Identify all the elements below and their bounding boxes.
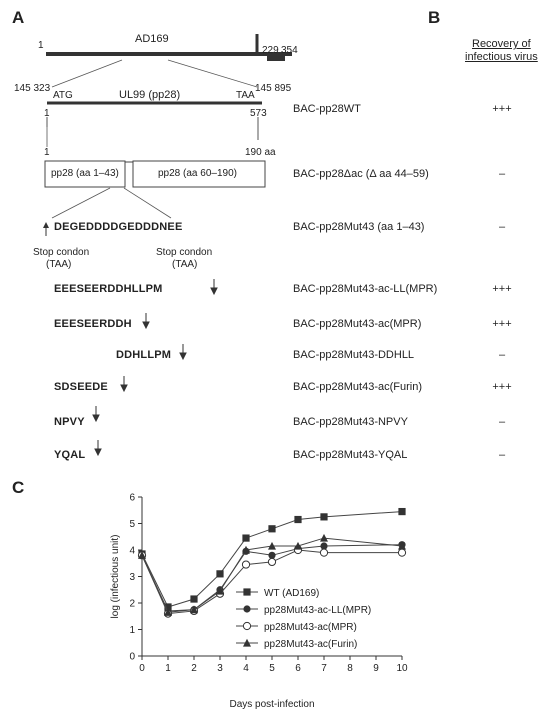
seq-yqal: YQAL xyxy=(54,449,86,461)
x-tick-label: 8 xyxy=(347,663,353,674)
recovery-value: – xyxy=(498,449,506,461)
y-axis-label: log (infectious unit) xyxy=(110,534,121,619)
seq-mut43: DEGEDDDDGEDDDNEE xyxy=(54,221,183,233)
panel-b-label: B xyxy=(428,8,441,27)
recovery-value: +++ xyxy=(492,283,512,295)
stop-codon-left-label: Stop condon xyxy=(33,247,90,258)
genome-start-label: 1 xyxy=(38,40,44,51)
gene-name: UL99 (pp28) xyxy=(119,89,181,101)
construct-name: BAC-pp28Mut43-NPVY xyxy=(293,416,408,428)
recovery-value: – xyxy=(498,349,506,361)
y-tick-label: 0 xyxy=(129,651,135,663)
legend-label: pp28Mut43-ac-LL(MPR) xyxy=(264,605,372,616)
legend-marker xyxy=(243,605,250,612)
x-tick-label: 4 xyxy=(243,663,249,674)
protein-aa-end: 190 aa xyxy=(245,147,276,158)
x-tick-label: 2 xyxy=(191,663,197,674)
y-tick-label: 1 xyxy=(129,625,135,636)
x-tick-label: 3 xyxy=(217,663,223,674)
stop-codon-right-label: Stop condon xyxy=(156,247,213,258)
panel-c-label: C xyxy=(12,478,25,497)
construct-name: BAC-pp28WT xyxy=(293,103,361,115)
genome-end-b: 354 xyxy=(281,45,298,56)
recovery-value: – xyxy=(498,221,506,233)
data-point xyxy=(320,513,327,520)
data-point xyxy=(294,516,301,523)
protein-box-right-label: pp28 (aa 60–190) xyxy=(158,168,237,179)
y-tick-label: 5 xyxy=(129,519,135,530)
protein-aa-start: 1 xyxy=(44,147,50,158)
gene-taa: TAA xyxy=(236,90,255,101)
construct-name: BAC-pp28Δac (Δ aa 44–59) xyxy=(293,168,429,180)
data-point xyxy=(320,549,327,556)
x-tick-label: 5 xyxy=(269,663,275,674)
seq-npvy: NPVY xyxy=(54,416,85,428)
data-point xyxy=(216,570,223,577)
legend-label: pp28Mut43-ac(Furin) xyxy=(264,639,358,650)
y-tick-label: 2 xyxy=(129,598,135,610)
data-point xyxy=(190,595,197,602)
data-point xyxy=(398,549,405,556)
recovery-value: – xyxy=(498,416,506,428)
stop-codon-left-sub: (TAA) xyxy=(46,259,72,270)
data-point xyxy=(242,534,249,541)
protein-box-left-label: pp28 (aa 1–43) xyxy=(51,168,119,179)
x-tick-label: 1 xyxy=(165,663,171,674)
construct-name: BAC-pp28Mut43 (aa 1–43) xyxy=(293,221,425,233)
legend-label: pp28Mut43-ac(MPR) xyxy=(264,622,357,633)
recovery-header-line1: Recovery of xyxy=(472,38,531,50)
y-tick-label: 6 xyxy=(129,492,135,504)
gene-right-coord: 145 895 xyxy=(255,83,292,94)
y-tick-label: 4 xyxy=(129,545,135,557)
gene-atg: ATG xyxy=(53,90,73,101)
construct-name: BAC-pp28Mut43-DDHLL xyxy=(293,349,415,361)
recovery-value: +++ xyxy=(492,103,512,115)
y-tick-label: 3 xyxy=(129,572,135,583)
x-tick-label: 6 xyxy=(295,663,301,674)
x-tick-label: 0 xyxy=(139,663,145,674)
data-point xyxy=(268,558,275,565)
data-point xyxy=(320,534,328,542)
seq-ac-ll-mpr: EEESEERDDHLLPM xyxy=(54,283,163,295)
recovery-value: – xyxy=(498,168,506,180)
panel-a-label: A xyxy=(12,8,25,27)
seq-ac-mpr: EEESEERDDH xyxy=(54,318,132,330)
genome-name: AD169 xyxy=(135,33,169,45)
construct-name: BAC-pp28Mut43-ac-LL(MPR) xyxy=(293,283,438,295)
legend-marker xyxy=(243,588,250,595)
x-axis-label: Days post-infection xyxy=(229,699,315,710)
gene-nt-end: 573 xyxy=(250,108,267,119)
recovery-header-line2: infectious virus xyxy=(465,51,538,63)
seq-furin: SDSEEDE xyxy=(54,381,108,393)
data-point xyxy=(398,508,405,515)
data-point xyxy=(268,552,275,559)
genome-end-a: 229 xyxy=(262,45,279,56)
legend-marker xyxy=(243,622,250,629)
gene-nt-start: 1 xyxy=(44,108,50,119)
construct-name: BAC-pp28Mut43-ac(Furin) xyxy=(293,381,422,393)
x-tick-label: 10 xyxy=(396,663,408,674)
construct-name: BAC-pp28Mut43-ac(MPR) xyxy=(293,318,422,330)
x-tick-label: 9 xyxy=(373,663,379,674)
data-point xyxy=(242,561,249,568)
data-point xyxy=(320,542,327,549)
recovery-value: +++ xyxy=(492,381,512,393)
stop-codon-right-sub: (TAA) xyxy=(172,259,198,270)
seq-ddhll: DDHLLPM xyxy=(116,349,172,361)
x-tick-label: 7 xyxy=(321,663,327,674)
data-point xyxy=(268,525,275,532)
legend-label: WT (AD169) xyxy=(264,588,320,599)
gene-left-coord: 145 323 xyxy=(14,83,51,94)
construct-name: BAC-pp28Mut43-YQAL xyxy=(293,449,408,461)
recovery-value: +++ xyxy=(492,318,512,330)
